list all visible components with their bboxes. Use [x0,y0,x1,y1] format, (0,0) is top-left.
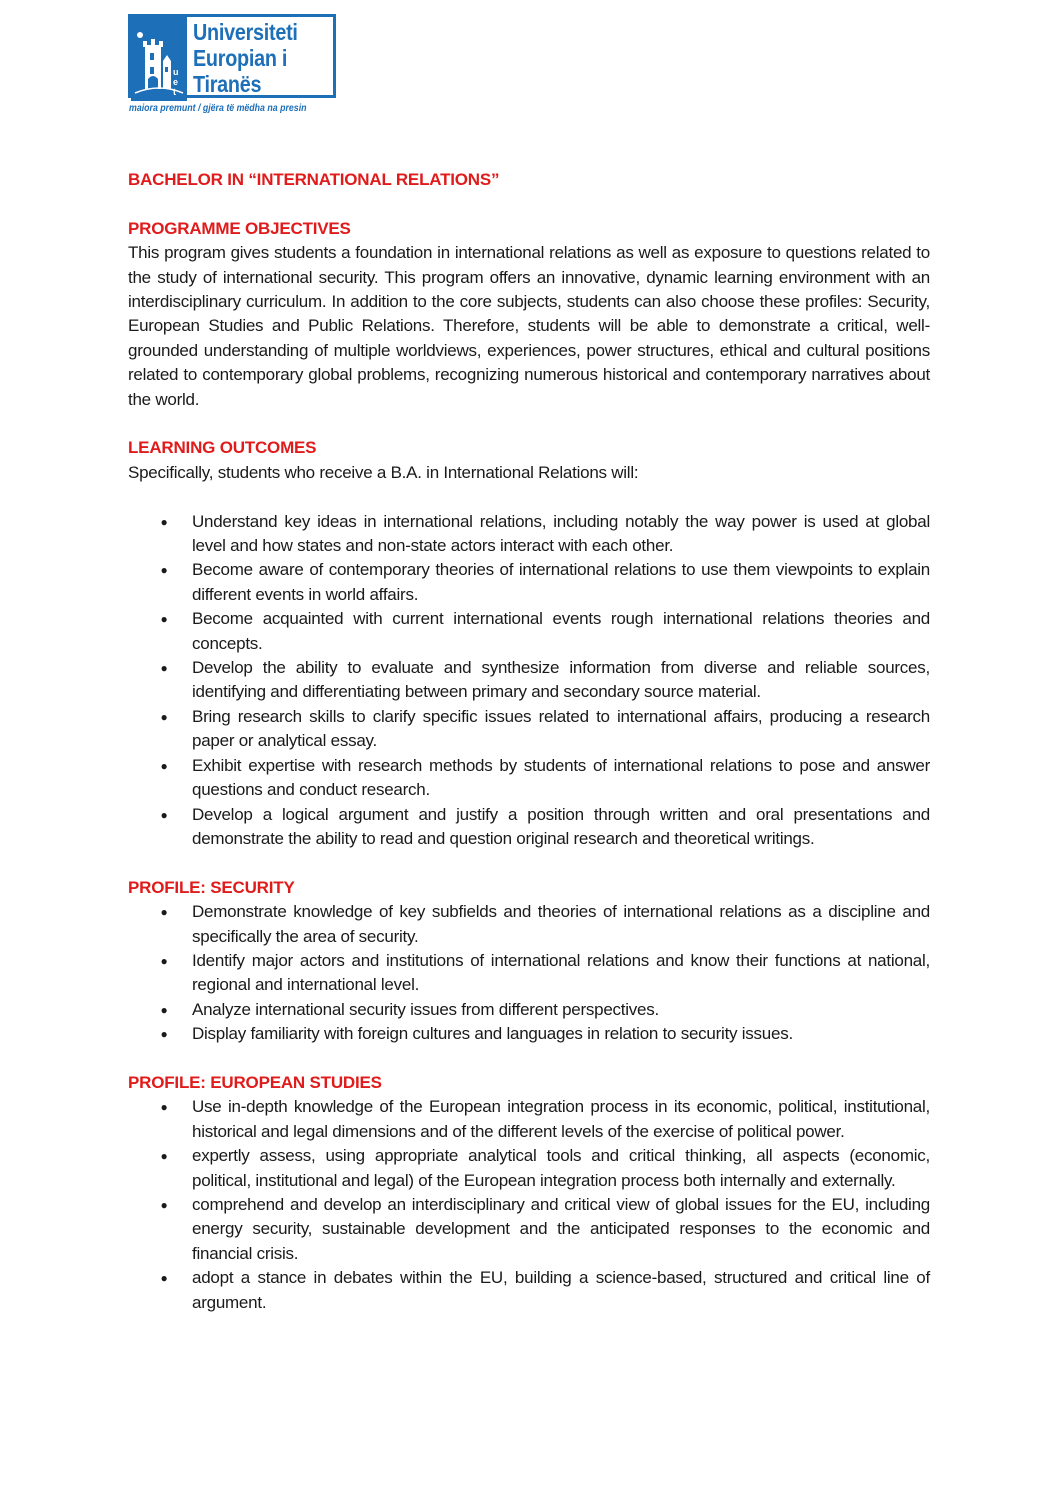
list-item [128,998,930,1022]
university-name [193,19,319,97]
university-name-line1: Universiteti [193,19,298,45]
list-item-text: Display familiarity with foreign cultures and languages in relation to security issues. [192,1024,793,1044]
list-item [128,1022,930,1046]
list-item-text: Develop the ability to evaluate and synthesize information from diverse and reliable sources, identifying and differentiating between primary and secondary source material. [192,658,930,702]
list-item-text: Develop a logical argument and justify a position through written and oral presentations and demonstrate the ability to read and question original research and theoretical writings. [192,804,930,848]
european-studies-heading: PROFILE: EUROPEAN STUDIES [128,1072,382,1092]
university-name-line2: Europian i [193,45,288,71]
document-title: BACHELOR IN “INTERNATIONAL RELATIONS” [128,170,500,189]
list-item [128,510,930,559]
list-item-text: comprehend and develop an interdisciplinary and critical view of global issues for the EU, including energy security, sustainable development and the anticipated responses to the economic and financial crisis. [192,1194,930,1263]
outcomes-intro: Specifically, students who receive a B.A. in International Relations will: [128,462,639,482]
list-item [128,803,930,852]
list-item [128,949,930,998]
logo-frame [128,14,336,98]
list-item-text: Use in-depth knowledge of the European integration process in its economic, political, institutional, historical and legal dimensions and of the different levels of the exercise of political power. [192,1097,930,1141]
document-body [128,168,930,1315]
list-item-text: Become acquainted with current international events rough international relations theories and concepts. [192,609,930,653]
svg-text:u: u [173,67,179,77]
list-item-text: Analyze international security issues from different perspectives. [192,999,659,1019]
list-item [128,607,930,656]
bullet-icon: ● [160,514,168,529]
castle-emblem-icon [131,17,187,101]
security-list [128,900,930,1046]
list-item-text: Bring research skills to clarify specific issues related to international affairs, producing a research paper or analytical essay. [192,706,930,751]
bullet-icon: ● [160,807,168,822]
list-item-text: Demonstrate knowledge of key subfields and theories of international relations as a discipline and specifically the area of security. [192,902,930,946]
list-item-text: Exhibit expertise with research methods by students of international relations to pose and answer questions and conduct research. [192,755,930,800]
list-item [128,656,930,705]
bullet-icon: ● [160,1027,168,1042]
list-item-text: adopt a stance in debates within the EU, building a science-based, structured and critical line of argument. [192,1268,930,1312]
list-item [128,558,930,607]
list-item-text: expertly assess, using appropriate analytical tools and critical thinking, all aspects (economic, political, institutional and legal) of the European integration process both internally and externally. [192,1146,930,1190]
bullet-icon: ● [160,563,168,578]
list-item [128,754,930,803]
objectives-paragraph: This program gives students a foundation in international relations as well as exposure to questions related to the study of international security. This program offers an innovative, dynamic learning environment with an interdisciplinary curriculum. In addition to the core subjects, students can also choose these profiles: Security, European Studies and Public Relations. Therefore, students will be able to demonstrate a critical, well-grounded understanding of multiple worldviews, experiences, power structures, ethical and cultural positions related to contemporary global problems, recognizing numerous historical and contemporary narratives about the world. [128,243,930,409]
outcomes-heading: LEARNING OUTCOMES [128,438,317,458]
list-item [128,1095,930,1144]
bullet-icon: ● [160,612,168,627]
list-item [128,900,930,949]
list-item [128,1266,930,1315]
list-item [128,705,930,754]
bullet-icon: ● [160,758,168,773]
bullet-icon: ● [160,661,168,676]
bullet-icon: ● [160,1271,168,1286]
svg-text:e: e [173,77,179,87]
outcomes-list [128,510,930,852]
bullet-icon: ● [160,905,168,920]
european-studies-list [128,1095,930,1315]
bullet-icon: ● [160,1197,168,1212]
list-item [128,1144,930,1193]
security-heading: PROFILE: SECURITY [128,877,295,897]
university-name-line3: Tiranës [193,71,262,97]
list-item-text: Become aware of contemporary theories of international relations to use them viewpoints to explain different events in world affairs. [192,560,930,604]
svg-text:t: t [173,87,176,97]
bullet-icon: ● [160,953,168,968]
bullet-icon: ● [160,1100,168,1115]
university-motto: maiora premunt / gjëra të mëdha na presin [129,103,307,114]
list-item-text: Understand key ideas in international relations, including notably the way power is used at global level and how states and non-state actors interact with each other. [192,511,930,556]
bullet-icon: ● [160,1002,168,1017]
list-item-text: Identify major actors and institutions of international relations and know their functions at national, regional and international level. [192,950,930,995]
objectives-heading: PROGRAMME OBJECTIVES [128,218,351,238]
bullet-icon: ● [160,1149,168,1164]
bullet-icon: ● [160,709,168,724]
university-logo [128,14,340,118]
list-item [128,1193,930,1266]
